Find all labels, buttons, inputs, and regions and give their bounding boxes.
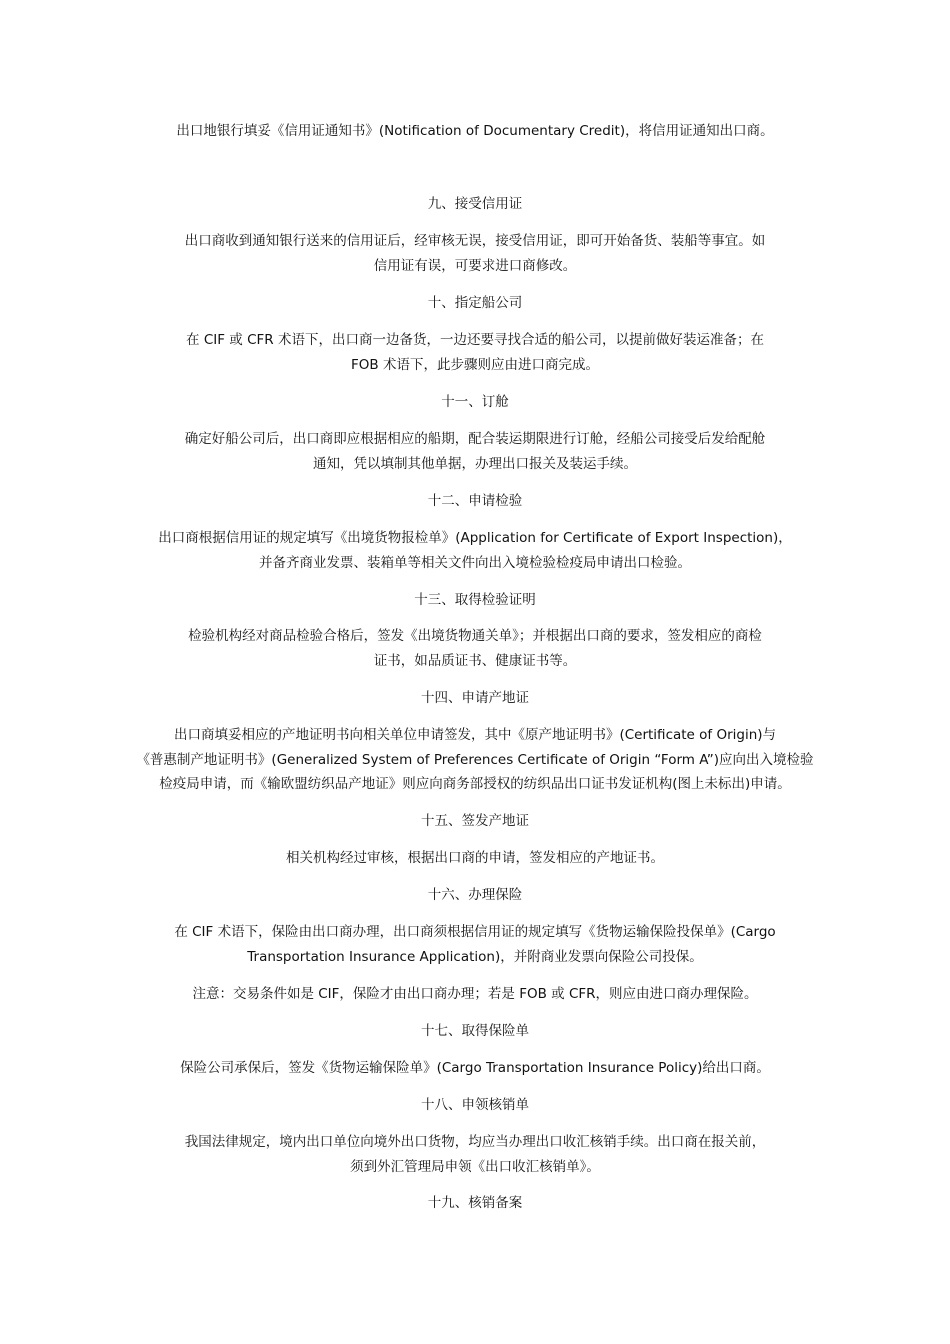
- section-17-heading: 十七、取得保险单: [421, 1023, 529, 1039]
- section-10-heading: 十、指定船公司: [427, 295, 523, 311]
- section-16-line-1: 在 CIF 术语下，保险由出口商办理，出口商须根据信用证的规定填写《货物运输保险投保单》(Cargo: [174, 924, 776, 940]
- section-11-line-2: 通知，凭以填制其他单据，办理出口报关及装运手续。: [313, 456, 637, 472]
- section-15-line-1: 相关机构经过审核，根据出口商的申请，签发相应的产地证书。: [286, 850, 664, 866]
- section-9-heading: 九、接受信用证: [427, 196, 523, 212]
- section-11-heading: 十一、订舱: [441, 394, 509, 410]
- section-10-line-2: FOB 术语下，此步骤则应由进口商完成。: [351, 357, 599, 373]
- section-12-line-1: 出口商根据信用证的规定填写《出境货物报检单》(Application for Certificate of Export Inspection)，: [158, 530, 792, 546]
- section-18-line-2: 须到外汇管理局申领《出口收汇核销单》。: [350, 1159, 600, 1175]
- section-11-line-1: 确定好船公司后，出口商即应根据相应的船期，配合装运期限进行订舱，经船公司接受后发给配舱: [184, 431, 766, 447]
- section-13-line-1: 检验机构经对商品检验合格后，签发《出境货物通关单》；并根据出口商的要求，签发相应的商检: [188, 628, 762, 644]
- section-9-line-1: 出口商收到通知银行送来的信用证后，经审核无误，接受信用证，即可开始备货、装船等事宜。如: [184, 233, 766, 249]
- section-17-line-1: 保险公司承保后，签发《货物运输保险单》(Cargo Transportation Insurance Policy)给出口商。: [180, 1060, 770, 1076]
- section-16-line-2: Transportation Insurance Application)，并附商业发票向保险公司投保。: [247, 949, 703, 965]
- section-14-heading: 十四、申请产地证: [421, 690, 529, 706]
- section-14-line-1: 出口商填妥相应的产地证明书向相关单位申请签发，其中《原产地证明书》(Certificate of Origin)与: [173, 727, 777, 743]
- section-10-line-1: 在 CIF 或 CFR 术语下，出口商一边备货，一边还要寻找合适的船公司，以提前做好装运准备；在: [186, 332, 764, 348]
- section-12-heading: 十二、申请检验: [427, 493, 523, 509]
- section-13-heading: 十三、取得检验证明: [414, 592, 536, 608]
- section-14-line-2: 《普惠制产地证明书》(Generalized System of Preferences Certificate of Origin “Form A”)应向出入境检验: [136, 752, 814, 768]
- section-15-heading: 十五、签发产地证: [421, 813, 529, 829]
- section-18-line-1: 我国法律规定，境内出口单位向境外出口货物，均应当办理出口收汇核销手续。出口商在报关前，: [184, 1134, 766, 1150]
- intro-paragraph: 出口地银行填妥《信用证通知书》(Notification of Documentary Credit)，将信用证通知出口商。: [176, 123, 774, 139]
- section-14-line-3: 检疫局申请，而《输欧盟纺织品产地证》则应向商务部授权的纺织品出口证书发证机构(图上未标出)申请。: [159, 776, 791, 792]
- section-19-heading: 十九、核销备案: [427, 1195, 523, 1211]
- section-13-line-2: 证书，如品质证书、健康证书等。: [373, 653, 577, 669]
- section-9-line-2: 信用证有误，可要求进口商修改。: [373, 258, 577, 274]
- section-16-heading: 十六、办理保险: [427, 887, 523, 903]
- section-12-line-2: 并备齐商业发票、装箱单等相关文件向出入境检验检疫局申请出口检验。: [259, 555, 691, 571]
- section-18-heading: 十八、申领核销单: [421, 1097, 529, 1113]
- section-16-note: 注意：交易条件如是 CIF，保险才由出口商办理；若是 FOB 或 CFR，则应由进口商办理保险。: [192, 986, 758, 1002]
